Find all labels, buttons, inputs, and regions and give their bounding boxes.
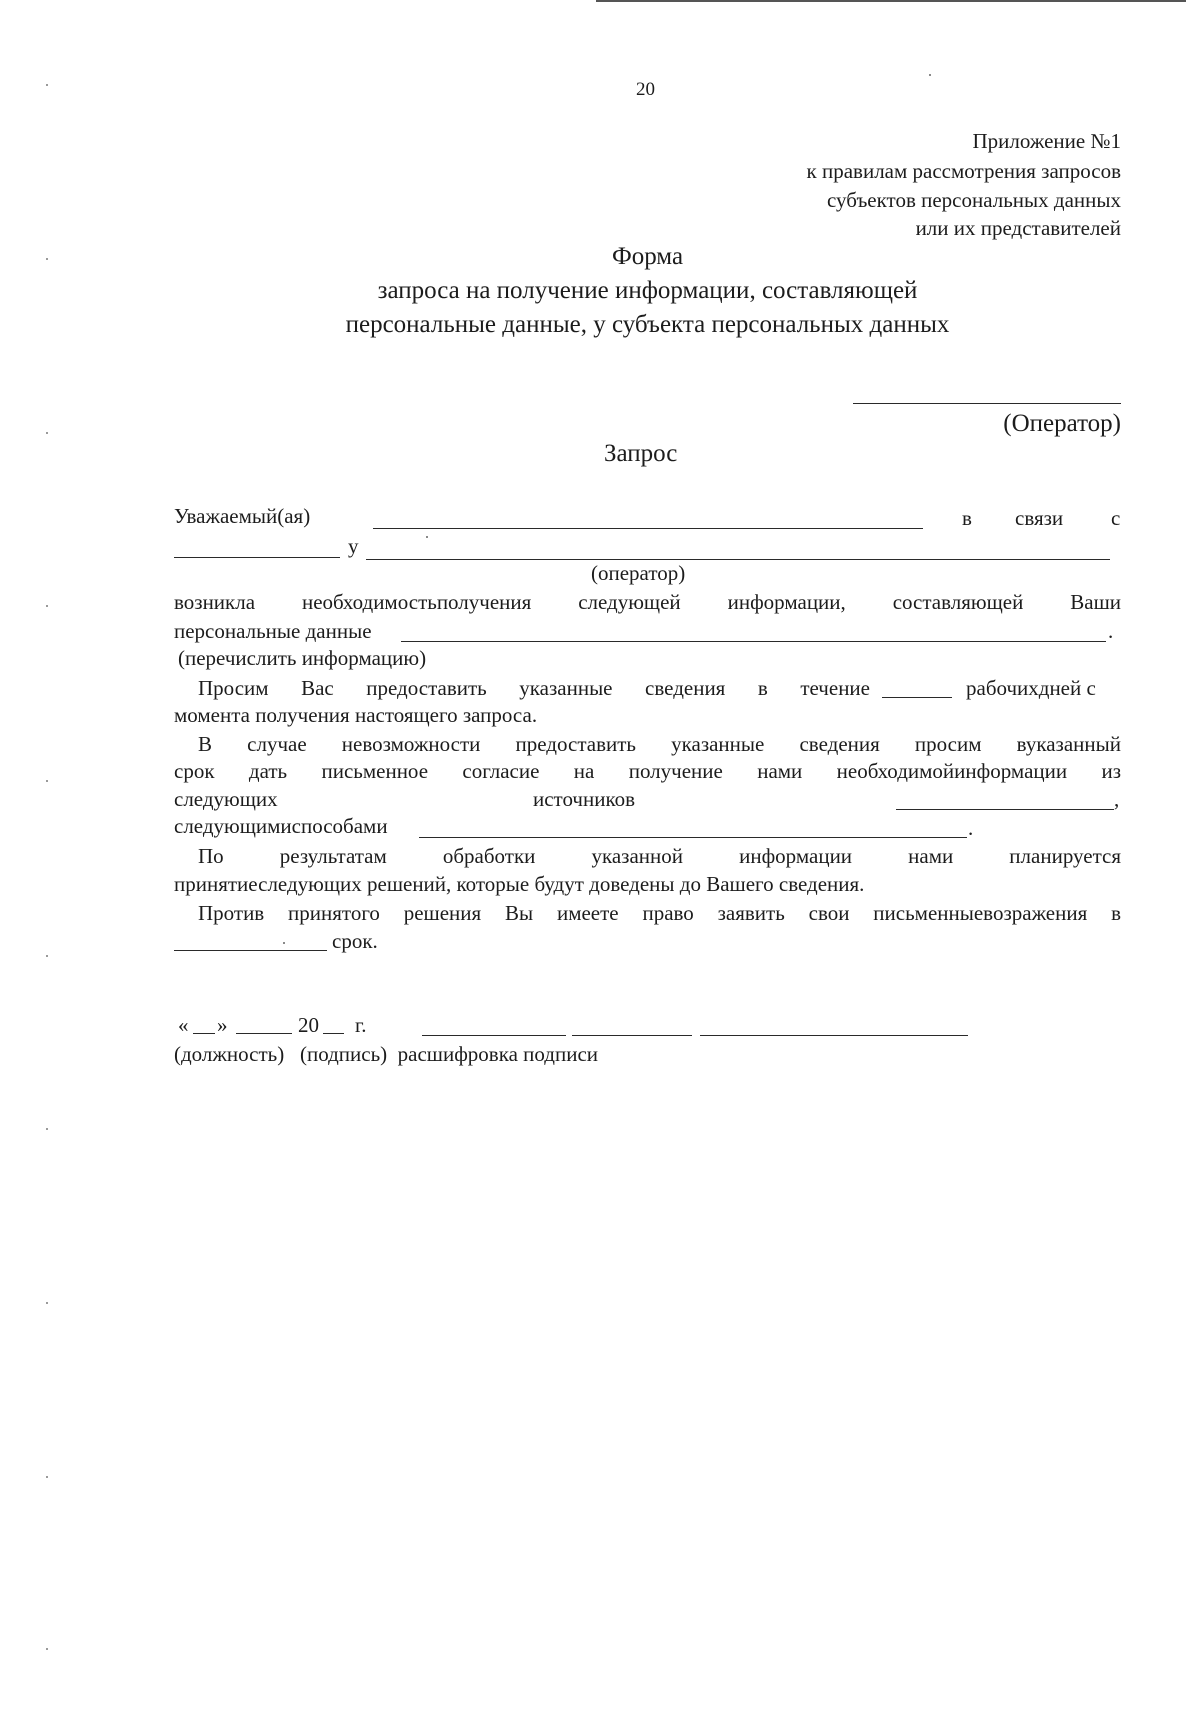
word-connection: связи <box>1015 506 1064 530</box>
personal-data-label: персональные данные <box>174 619 372 643</box>
year-blank[interactable] <box>323 1033 344 1034</box>
year-suffix: г. <box>355 1013 367 1037</box>
date-close-quote: » <box>217 1013 228 1037</box>
scan-speck <box>426 536 428 538</box>
page-number: 20 <box>636 79 655 100</box>
p3-line1: В случае невозможности предоставить указанные сведения просим вуказанный <box>198 732 1121 756</box>
p2-line2: момента получения настоящего запроса. <box>174 703 538 727</box>
word-at: у <box>348 534 359 558</box>
p2-line1-end: рабочихдней с <box>966 676 1096 700</box>
operator-caption: (Оператор) <box>1003 410 1121 437</box>
punch-mark <box>46 1648 48 1650</box>
operator-blank[interactable] <box>853 403 1121 404</box>
form-subtitle: персональные данные, у субъекта персональных данных <box>345 311 950 338</box>
objection-term-blank[interactable] <box>174 950 327 951</box>
days-blank[interactable] <box>882 697 952 698</box>
scan-speck <box>283 942 285 944</box>
punch-mark <box>46 1476 48 1478</box>
punch-mark <box>46 1302 48 1304</box>
signature-labels: (должность) (подпись) расшифровка подписи <box>174 1042 599 1066</box>
position-blank[interactable] <box>422 1035 566 1036</box>
sources-blank[interactable] <box>896 809 1114 810</box>
punch-mark <box>46 605 48 607</box>
word-with: с <box>1111 506 1121 530</box>
p5-line1: Против принятого решения Вы имеете право заявить свои письменныевозражения в <box>198 901 1121 925</box>
sources-comma: , <box>1114 787 1120 811</box>
personal-data-blank[interactable] <box>401 641 1106 642</box>
operator-name-blank[interactable] <box>366 559 1110 560</box>
list-hint: (перечислить информацию) <box>178 646 427 670</box>
punch-mark <box>46 955 48 957</box>
signature-decoding-blank[interactable] <box>700 1035 968 1036</box>
form-subtitle: запроса на получение информации, составляющей <box>377 277 918 304</box>
top-edge-line <box>596 0 1186 2</box>
appendix-line: субъектов персональных данных <box>827 188 1121 212</box>
punch-mark <box>46 1128 48 1130</box>
methods-blank[interactable] <box>419 837 967 838</box>
dear-label: Уважаемый(ая) <box>174 504 311 528</box>
punch-mark <box>46 432 48 434</box>
punch-mark <box>46 780 48 782</box>
date-open-quote: « <box>178 1013 189 1037</box>
scan-speck <box>929 74 931 76</box>
p4-line1: По результатам обработки указанной информации нами планируется <box>198 844 1121 868</box>
operator-hint: (оператор) <box>591 561 686 585</box>
month-blank[interactable] <box>236 1033 292 1034</box>
period: . <box>1108 619 1114 643</box>
word-in: в <box>962 506 972 530</box>
day-blank[interactable] <box>193 1033 215 1034</box>
p4-line2: принятиеследующих решений, которые будут доведены до Вашего сведения. <box>174 872 865 896</box>
p3-line4-end: . <box>968 816 974 840</box>
p3-line3-b: источников <box>533 787 636 811</box>
form-title: Форма <box>611 243 684 270</box>
appendix-line: или их представителей <box>915 216 1121 240</box>
year-prefix: 20 <box>298 1013 319 1037</box>
need-line: возникла необходимостьполучения следующей информации, составляющей Ваши <box>174 590 1121 614</box>
request-title: Запрос <box>604 440 678 467</box>
punch-mark <box>46 84 48 86</box>
p3-line2: срок дать письменное согласие на получение нами необходимойинформации из <box>174 759 1121 783</box>
signature-blank[interactable] <box>572 1035 692 1036</box>
reason-blank[interactable] <box>174 557 340 558</box>
addressee-blank[interactable] <box>373 528 923 529</box>
p3-line3-a: следующих <box>174 787 278 811</box>
p5-line2: срок. <box>332 929 378 953</box>
p3-line4: следующимиспособами <box>174 814 388 838</box>
appendix-title: Приложение №1 <box>972 129 1121 153</box>
appendix-line: к правилам рассмотрения запросов <box>806 159 1121 183</box>
p2-line1-start: Просим Вас предоставить указанные сведения в течение <box>198 676 870 700</box>
